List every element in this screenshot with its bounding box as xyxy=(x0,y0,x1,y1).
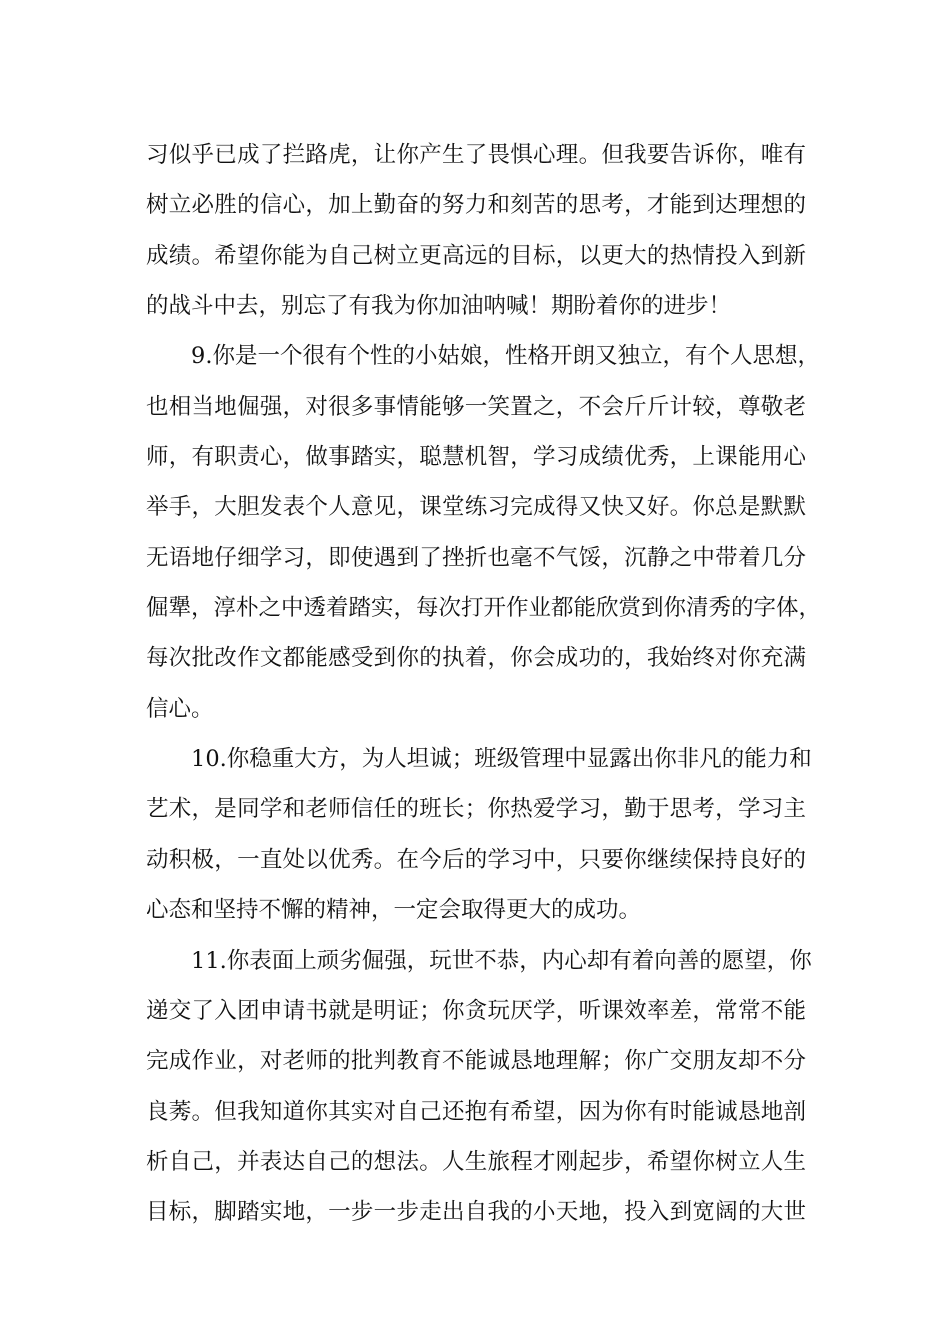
text-line: 成绩。希望你能为自己树立更高远的目标，以更大的热情投入到新 xyxy=(146,242,806,269)
text-line: 递交了入团申请书就是明证；你贪玩厌学，听课效率差，常常不能 xyxy=(146,997,806,1024)
text-line: 也相当地倔强，对很多事情能够一笑置之，不会斤斤计较，尊敬老 xyxy=(146,393,806,420)
text-line: 良莠。但我知道你其实对自己还抱有希望，因为你有时能诚恳地剖 xyxy=(146,1098,806,1125)
document-body-text xyxy=(146,130,822,1238)
text-line: 艺术，是同学和老师信任的班长；你热爱学习，勤于思考，学习主 xyxy=(146,796,806,823)
text-line: 无语地仔细学习，即使遇到了挫折也毫不气馁，沉静之中带着几分 xyxy=(146,544,806,571)
text-line: 9.你是一个很有个性的小姑娘，性格开朗又独立，有个人思想， xyxy=(191,343,820,370)
text-line: 心态和坚持不懈的精神，一定会取得更大的成功。 xyxy=(146,897,642,924)
text-line: 倔犟，淳朴之中透着踏实，每次打开作业都能欣赏到你清秀的字体， xyxy=(146,595,822,622)
text-line: 10.你稳重大方，为人坦诚；班级管理中显露出你非凡的能力和 xyxy=(191,746,812,773)
text-line: 树立必胜的信心，加上勤奋的努力和刻苦的思考，才能到达理想的 xyxy=(146,192,806,219)
text-line: 举手，大胆发表个人意见，课堂练习完成得又快又好。你总是默默 xyxy=(146,494,806,521)
text-line: 习似乎已成了拦路虎，让你产生了畏惧心理。但我要告诉你，唯有 xyxy=(146,142,806,168)
text-line: 动积极，一直处以优秀。在今后的学习中，只要你继续保持良好的 xyxy=(146,846,806,873)
text-line: 目标，脚踏实地，一步一步走出自我的小天地，投入到宽阔的大世 xyxy=(146,1199,806,1226)
text-line: 11.你表面上顽劣倔强，玩世不恭，内心却有着向善的愿望，你 xyxy=(191,947,812,974)
text-line: 每次批改作文都能感受到你的执着，你会成功的，我始终对你充满 xyxy=(146,645,806,672)
text-line: 信心。 xyxy=(146,695,214,722)
text-line: 析自己，并表达自己的想法。人生旅程才刚起步，希望你树立人生 xyxy=(146,1148,806,1175)
text-line: 的战斗中去，别忘了有我为你加油呐喊！期盼着你的进步！ xyxy=(146,293,732,320)
text-line: 完成作业，对老师的批判教育不能诚恳地理解；你广交朋友却不分 xyxy=(146,1048,806,1075)
text-line: 师，有职责心，做事踏实，聪慧机智，学习成绩优秀，上课能用心 xyxy=(146,444,806,471)
